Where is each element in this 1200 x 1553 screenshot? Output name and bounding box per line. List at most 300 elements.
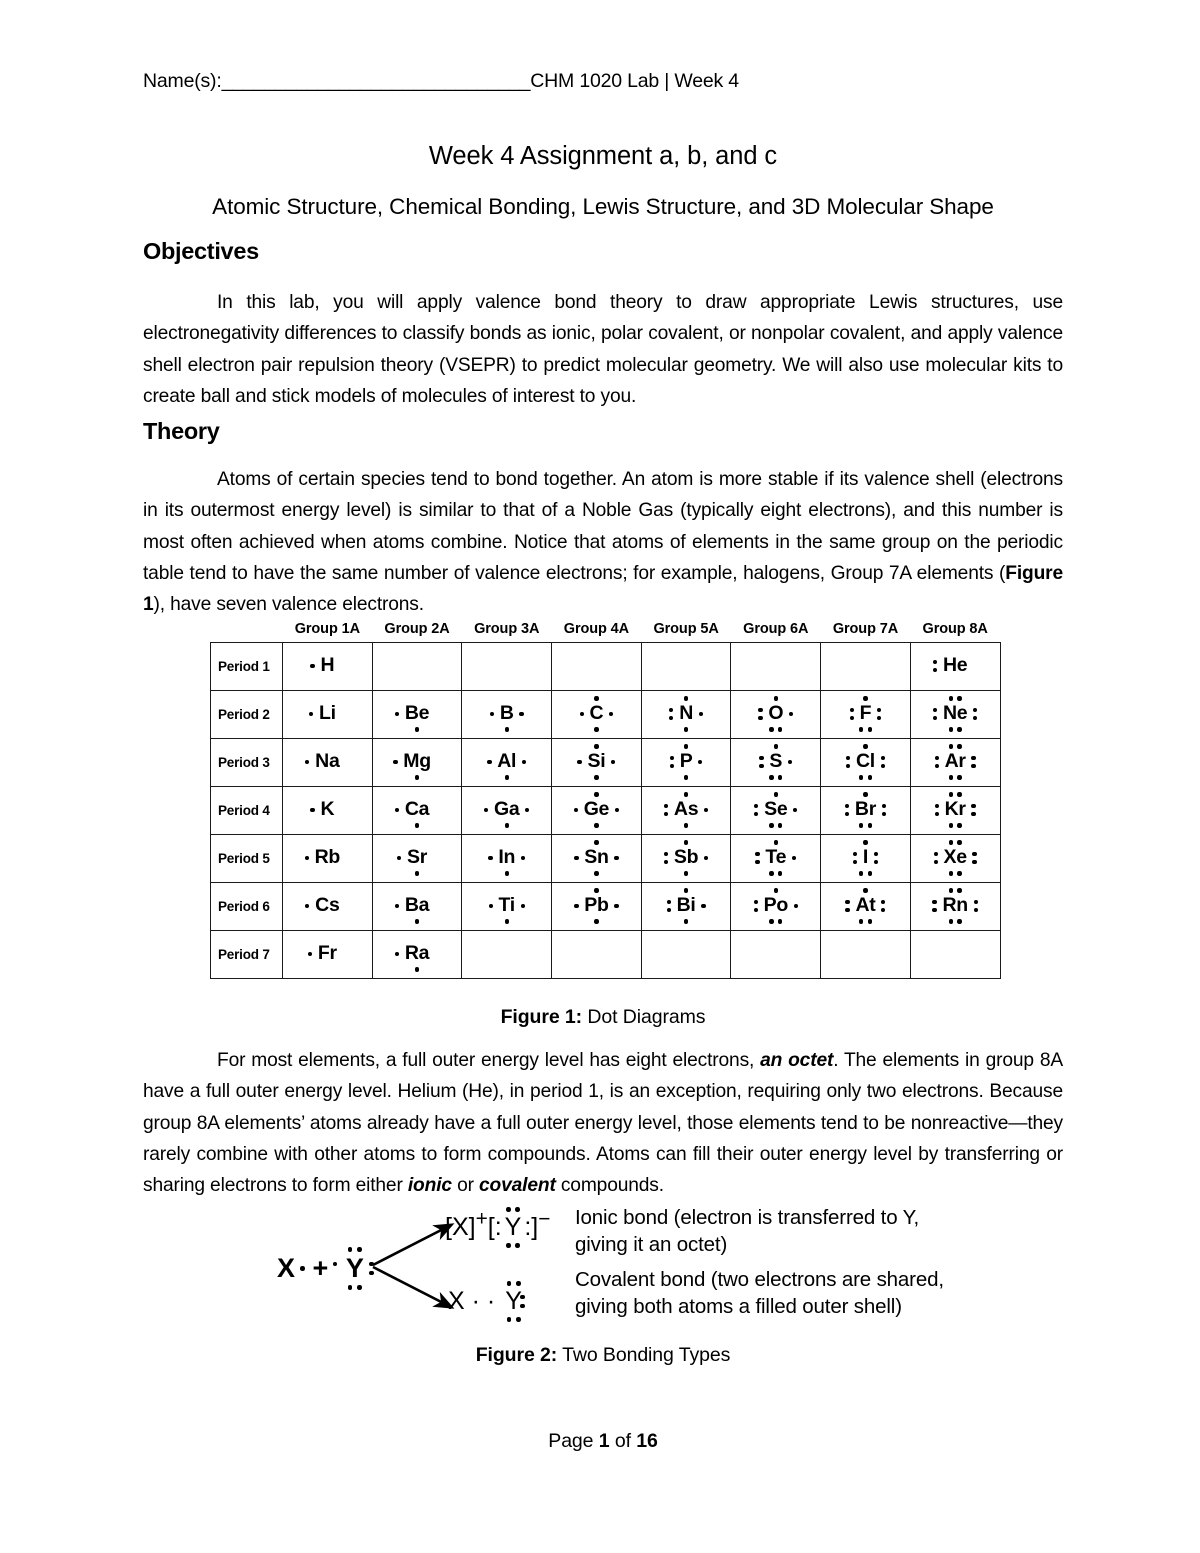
valence-electron-dot xyxy=(395,952,399,956)
valence-electron-dot xyxy=(972,860,976,864)
valence-electron-dot xyxy=(949,775,953,779)
covalent-atom-x: X xyxy=(448,1287,465,1315)
element-cell-ne xyxy=(910,690,1000,738)
valence-electron-dot xyxy=(774,792,778,796)
element-cell-at xyxy=(821,882,911,930)
group-header-4a: Group 4A xyxy=(563,620,630,637)
element-cell-ar xyxy=(910,738,1000,786)
arrow-ionic xyxy=(373,1225,451,1265)
valence-electron-dot xyxy=(488,856,492,860)
theory-text-part-1: Atoms of certain species tend to bond together. An atom is more stable if its valence shell (electrons in its outermost energy level) is similar to that of a Noble Gas (typically eight electrons), and this number is most often achieved when atoms combine. Notice that atoms of elements in the same group on the periodic table tend to have the same number of valence electrons; for example, halogens, Group 7A elements ( xyxy=(143,469,1063,584)
group-header-6a: Group 6A xyxy=(743,620,809,637)
figure2-covalent-product xyxy=(448,1281,525,1322)
periodic-dot-table xyxy=(210,620,1001,979)
figure1-reference: Figure 1 xyxy=(143,562,1063,616)
element-symbol: Bi xyxy=(676,894,696,917)
valence-electron-dot xyxy=(759,764,763,768)
octet-text-part-1: For most elements, a full outer energy level has eight electrons, xyxy=(217,1050,761,1071)
objectives-heading: Objectives xyxy=(143,238,259,264)
valence-electron-dot xyxy=(395,904,399,908)
valence-electron-dot xyxy=(933,708,937,712)
valence-electron-dot xyxy=(667,908,671,912)
lewis-dot-atom xyxy=(844,887,886,925)
valence-electron-dot xyxy=(788,760,792,764)
valence-electron-dot xyxy=(505,919,509,923)
theory-paragraph xyxy=(143,464,1063,620)
valence-electron-dot xyxy=(521,904,525,908)
valence-electron-dot xyxy=(935,764,939,768)
lewis-dot-atom xyxy=(758,743,793,781)
valence-electron-dot xyxy=(609,712,613,716)
valence-electron-dot xyxy=(794,904,798,908)
figure1-caption-text: Dot Diagrams xyxy=(582,1006,706,1028)
valence-electron-dot xyxy=(769,775,773,779)
valence-electron-dot xyxy=(684,823,688,827)
element-symbol: Rb xyxy=(314,846,341,869)
valence-electron-dot xyxy=(415,919,419,923)
footer-middle: of xyxy=(609,1430,637,1452)
valence-electron-dot xyxy=(863,840,867,844)
element-cell-na xyxy=(283,738,373,786)
element-symbol: He xyxy=(942,654,968,677)
valence-electron-dot xyxy=(971,804,975,808)
valence-electron-dot xyxy=(863,744,867,748)
valence-electron-dot xyxy=(754,812,758,816)
valence-electron-dot xyxy=(701,904,705,908)
valence-electron-dot xyxy=(846,756,850,760)
octet-emphasis: an octet xyxy=(760,1050,834,1071)
element-symbol: N xyxy=(679,702,693,725)
lewis-dot-atom xyxy=(757,695,794,733)
figure2-artwork xyxy=(255,1195,575,1335)
valence-electron-dot xyxy=(949,792,953,796)
valence-electron-dot xyxy=(594,888,598,892)
objectives-paragraph: In this lab, you will apply valence bond theory to draw appropriate Lewis structures, use electronegativity differences to classify bonds as ionic, polar covalent, or nonpolar covalent, and apply valence shell electron pair repulsion theory (VSEPR) to predict molecular geometry. We will also use molecular kits to create ball and stick models of molecules of interest to you. xyxy=(143,292,1063,407)
element-symbol: Rn xyxy=(942,894,968,917)
ionic-emphasis: ionic xyxy=(407,1175,452,1197)
element-cell-te xyxy=(731,834,821,882)
valence-electron-dot xyxy=(882,804,886,808)
ionic-anion-charge: − xyxy=(538,1207,551,1231)
valence-electron-dot xyxy=(957,792,961,796)
element-cell-empty xyxy=(552,642,642,690)
dot xyxy=(506,1243,511,1248)
valence-electron-dot xyxy=(769,727,773,731)
element-cell-h xyxy=(283,642,373,690)
lewis-dot-atom xyxy=(394,935,440,973)
valence-electron-dot xyxy=(670,756,674,760)
valence-electron-dot xyxy=(853,860,857,864)
lewis-dot-atom xyxy=(483,791,530,829)
element-cell-empty xyxy=(731,642,821,690)
lewis-dot-atom xyxy=(931,887,978,925)
valence-electron-dot xyxy=(877,708,881,712)
valence-electron-dot xyxy=(574,808,578,812)
valence-electron-dot xyxy=(949,840,953,844)
lewis-dot-atom xyxy=(304,887,350,925)
valence-electron-dot xyxy=(759,756,763,760)
valence-electron-dot xyxy=(974,900,978,904)
valence-electron-dot xyxy=(774,840,778,844)
element-cell-kr xyxy=(910,786,1000,834)
element-symbol: Ra xyxy=(404,942,430,965)
valence-electron-dot xyxy=(935,756,939,760)
group-header-1a: Group 1A xyxy=(294,620,360,637)
element-symbol: Cl xyxy=(856,750,875,773)
table-row xyxy=(211,690,1001,738)
figure1-dot-diagram-table xyxy=(210,620,1000,979)
valence-electron-dot xyxy=(594,727,598,731)
valence-electron-dot xyxy=(684,696,688,700)
element-symbol: Ba xyxy=(404,894,430,917)
atom-y-anion: Y xyxy=(502,1207,525,1248)
element-cell-empty xyxy=(462,930,552,978)
lewis-dot-atom xyxy=(576,743,616,781)
valence-electron-dot xyxy=(522,760,526,764)
valence-electron-dot xyxy=(933,716,937,720)
valence-electron-dot xyxy=(699,712,703,716)
group-header-row xyxy=(211,620,1001,642)
valence-electron-dot xyxy=(754,908,758,912)
valence-electron-dot xyxy=(774,744,778,748)
valence-electron-dot xyxy=(957,823,961,827)
element-cell-ti xyxy=(462,882,552,930)
figure2-bonding-diagram xyxy=(255,1195,955,1335)
atom-x-reactant: X xyxy=(267,1247,305,1290)
valence-electron-dot xyxy=(489,904,493,908)
valence-electron-dot xyxy=(881,756,885,760)
valence-electron-dot xyxy=(973,708,977,712)
valence-electron-dot xyxy=(308,952,312,956)
element-symbol: Al xyxy=(497,750,517,773)
valence-electron-dot xyxy=(792,856,796,860)
element-cell-c xyxy=(552,690,642,738)
valence-electron-dot xyxy=(957,840,961,844)
lewis-dot-atom xyxy=(309,647,345,685)
ionic-anion-open: [: xyxy=(487,1213,502,1241)
element-symbol: H xyxy=(320,654,335,677)
valence-electron-dot xyxy=(758,716,762,720)
valence-electron-dot xyxy=(704,808,708,812)
octet-text-part-4: compounds. xyxy=(555,1175,664,1197)
table-row xyxy=(211,738,1001,786)
element-symbol: Se xyxy=(764,798,788,821)
figure2-caption-text: Two Bonding Types xyxy=(557,1344,731,1366)
lewis-dot-atom xyxy=(934,791,977,829)
lewis-dot-atom xyxy=(573,791,620,829)
arrow-covalent xyxy=(373,1267,451,1307)
period-label-cell: Period 4 xyxy=(211,786,283,834)
footer-page-number: 1 xyxy=(598,1430,610,1452)
period-label-cell: Period 1 xyxy=(211,642,283,690)
element-symbol: Ar xyxy=(944,750,966,773)
valence-electron-dot xyxy=(868,775,872,779)
lewis-dot-atom xyxy=(668,695,704,733)
valence-electron-dot xyxy=(957,919,961,923)
valence-electron-dot xyxy=(393,760,397,764)
valence-electron-dot xyxy=(415,775,419,779)
element-symbol: Ga xyxy=(494,798,520,821)
lewis-dot-atom xyxy=(754,839,797,877)
lewis-dot-atom xyxy=(844,791,887,829)
element-symbol: Br xyxy=(854,798,876,821)
valence-electron-dot xyxy=(594,871,598,875)
valence-electron-dot xyxy=(859,775,863,779)
dot xyxy=(515,1207,520,1212)
name-label: Name(s): xyxy=(143,70,222,92)
lewis-dot-atom xyxy=(669,743,704,781)
valence-electron-dot xyxy=(949,727,953,731)
element-cell-f xyxy=(821,690,911,738)
page-footer xyxy=(143,1430,1063,1453)
element-cell-po xyxy=(731,882,821,930)
element-cell-empty xyxy=(910,930,1000,978)
element-cell-empty xyxy=(821,930,911,978)
valence-electron-dot xyxy=(863,888,867,892)
valence-electron-dot xyxy=(615,808,619,812)
valence-electron-dot xyxy=(614,904,618,908)
element-cell-mg xyxy=(372,738,462,786)
valence-electron-dot xyxy=(397,856,401,860)
element-symbol: Ne xyxy=(942,702,968,725)
corner-spacer xyxy=(211,620,283,642)
element-cell-i xyxy=(821,834,911,882)
element-cell-as xyxy=(641,786,731,834)
element-symbol: Si xyxy=(587,750,606,773)
valence-electron-dot xyxy=(881,764,885,768)
valence-electron-dot xyxy=(863,696,867,700)
figure2-caption-lead: Figure 2: xyxy=(475,1344,558,1366)
valence-electron-dot xyxy=(305,856,309,860)
valence-electron-dot xyxy=(505,727,509,731)
valence-electron-dot xyxy=(845,812,849,816)
dot xyxy=(507,1281,512,1286)
element-symbol: Be xyxy=(404,702,430,725)
period-label-cell: Period 5 xyxy=(211,834,283,882)
valence-electron-dot xyxy=(577,760,581,764)
valence-electron-dot xyxy=(845,908,849,912)
period-label-cell: Period 2 xyxy=(211,690,283,738)
valence-electron-dot xyxy=(859,727,863,731)
element-symbol: Li xyxy=(318,702,336,725)
valence-electron-dot xyxy=(934,860,938,864)
lewis-dot-atom xyxy=(489,695,525,733)
valence-electron-dot xyxy=(684,792,688,796)
valence-electron-dot xyxy=(755,852,759,856)
dot xyxy=(516,1281,521,1286)
page-title: Week 4 Assignment a, b, and c xyxy=(428,142,778,170)
valence-electron-dot xyxy=(789,712,793,716)
element-symbol: Pb xyxy=(584,894,609,917)
valence-electron-dot xyxy=(881,900,885,904)
element-symbol: F xyxy=(859,702,872,725)
element-cell-ca xyxy=(372,786,462,834)
lewis-dot-atom xyxy=(849,695,883,733)
figure2-ionic-product xyxy=(445,1207,550,1248)
group-header-3a: Group 3A xyxy=(474,620,540,637)
name-blank-line: _____________________________ xyxy=(221,70,531,92)
lewis-dot-atom xyxy=(394,695,440,733)
dot xyxy=(515,1243,520,1248)
valence-electron-dot xyxy=(774,888,778,892)
element-symbol: S xyxy=(769,750,783,773)
theory-text-part-2: ), have seven valence electrons. xyxy=(153,594,424,616)
valence-electron-dot xyxy=(594,919,598,923)
valence-electron-dot xyxy=(684,727,688,731)
lewis-dot-atom xyxy=(932,647,978,685)
element-cell-empty xyxy=(731,930,821,978)
valence-electron-dot xyxy=(309,712,313,716)
valence-electron-dot xyxy=(611,760,615,764)
element-cell-he xyxy=(910,642,1000,690)
element-cell-b xyxy=(462,690,552,738)
lewis-dot-atom xyxy=(663,791,709,829)
valence-electron-dot xyxy=(580,712,584,716)
figure1-caption-lead: Figure 1: xyxy=(500,1006,583,1028)
atom-y-covalent: Y xyxy=(502,1281,525,1322)
lewis-dot-atom xyxy=(488,887,526,925)
figure2-caption xyxy=(143,1344,1063,1367)
valence-electron-dot xyxy=(415,967,419,971)
element-symbol: Ge xyxy=(583,798,610,821)
element-symbol: Ti xyxy=(498,894,515,917)
valence-electron-dot xyxy=(971,764,975,768)
valence-electron-dot xyxy=(868,919,872,923)
valence-electron-dot xyxy=(684,840,688,844)
lewis-dot-atom xyxy=(932,695,978,733)
covalent-emphasis: covalent xyxy=(479,1175,556,1197)
valence-electron-dot xyxy=(698,760,702,764)
element-symbol: Xe xyxy=(943,846,967,869)
element-symbol: O xyxy=(768,702,784,725)
octet-text-part-2: . The elements in group 8A have a full outer energy level. Helium (He), in period 1, is an exception, requiring only two electrons. Because group 8A elements’ atoms already have a full outer energy level, those elements tend to be nonreactive—they rarely combine with other atoms to form compounds. Atoms can fill their outer energy level by transferring or sharing electrons to form either xyxy=(143,1050,1063,1197)
valence-electron-dot xyxy=(932,900,936,904)
valence-electron-dot xyxy=(769,871,773,875)
page-subtitle: Atomic Structure, Chemical Bonding, Lewis Structure, and 3D Molecular Shape xyxy=(212,194,994,219)
valence-electron-dot xyxy=(525,808,529,812)
lewis-dot-atom xyxy=(486,743,527,781)
element-symbol: Sr xyxy=(407,846,428,869)
valence-electron-dot xyxy=(669,708,673,712)
valence-electron-dot xyxy=(395,712,399,716)
valence-electron-dot xyxy=(594,744,598,748)
element-cell-ba xyxy=(372,882,462,930)
valence-electron-dot xyxy=(574,856,578,860)
element-cell-empty xyxy=(552,930,642,978)
valence-electron-dot xyxy=(881,908,885,912)
valence-electron-dot xyxy=(863,792,867,796)
valence-electron-dot xyxy=(974,908,978,912)
element-cell-xe xyxy=(910,834,1000,882)
element-cell-se xyxy=(731,786,821,834)
element-cell-br xyxy=(821,786,911,834)
lewis-dot-atom xyxy=(663,839,709,877)
element-cell-fr xyxy=(283,930,373,978)
document-header xyxy=(143,70,739,93)
element-symbol: Sn xyxy=(584,846,609,869)
valence-electron-dot xyxy=(758,708,762,712)
table-row xyxy=(211,786,1001,834)
valence-electron-dot xyxy=(957,888,961,892)
lewis-dot-atom xyxy=(666,887,707,925)
lewis-dot-atom xyxy=(308,695,347,733)
element-symbol: P xyxy=(679,750,693,773)
valence-electron-dot xyxy=(859,823,863,827)
table-row xyxy=(211,642,1001,690)
period-label-cell: Period 7 xyxy=(211,930,283,978)
valence-electron-dot xyxy=(972,852,976,856)
valence-electron-dot xyxy=(755,860,759,864)
course-label: CHM 1020 Lab | Week 4 xyxy=(530,70,739,92)
table-row xyxy=(211,930,1001,978)
valence-electron-dot xyxy=(868,871,872,875)
valence-electron-dot xyxy=(778,871,782,875)
valence-electron-dot xyxy=(957,744,961,748)
element-cell-al xyxy=(462,738,552,786)
valence-electron-dot xyxy=(684,919,688,923)
element-cell-ge xyxy=(552,786,642,834)
lewis-dot-atom xyxy=(396,839,438,877)
lewis-dot-atom xyxy=(573,887,619,925)
group-header-7a: Group 7A xyxy=(832,620,899,637)
valence-electron-dot xyxy=(415,727,419,731)
element-symbol: As xyxy=(673,798,699,821)
lewis-dot-atom xyxy=(392,743,442,781)
element-cell-cl xyxy=(821,738,911,786)
ionic-anion-close: :] xyxy=(524,1213,539,1241)
valence-electron-dot xyxy=(310,664,314,668)
element-cell-be xyxy=(372,690,462,738)
valence-electron-dot xyxy=(490,712,494,716)
element-cell-li xyxy=(283,690,373,738)
valence-electron-dot xyxy=(935,812,939,816)
lewis-dot-atom xyxy=(309,791,345,829)
element-cell-s xyxy=(731,738,821,786)
atom-y-reactant: Y xyxy=(336,1247,374,1290)
valence-electron-dot xyxy=(845,900,849,904)
valence-electron-dot xyxy=(310,808,314,812)
lewis-dot-atom xyxy=(579,695,615,733)
element-cell-empty xyxy=(462,642,552,690)
dot xyxy=(506,1207,511,1212)
valence-electron-dot xyxy=(774,696,778,700)
covalent-bond-label: Covalent bond (two electrons are shared, giving both atoms a filled outer shell) xyxy=(575,1268,944,1318)
valence-electron-dot xyxy=(949,696,953,700)
valence-electron-dot xyxy=(574,904,578,908)
valence-electron-dot xyxy=(594,775,598,779)
valence-electron-dot xyxy=(874,860,878,864)
valence-electron-dot xyxy=(594,792,598,796)
element-cell-si xyxy=(552,738,642,786)
table-row xyxy=(211,882,1001,930)
element-symbol: Fr xyxy=(317,942,337,965)
element-cell-in xyxy=(462,834,552,882)
valence-electron-dot xyxy=(778,823,782,827)
lewis-dot-atom xyxy=(487,839,526,877)
valence-electron-dot xyxy=(877,716,881,720)
element-cell-sn xyxy=(552,834,642,882)
valence-electron-dot xyxy=(853,852,857,856)
lewis-dot-atom xyxy=(304,743,350,781)
valence-electron-dot xyxy=(933,668,937,672)
periodic-dot-table-body xyxy=(211,642,1001,978)
ionic-bond-label: Ionic bond (electron is transferred to Y, giving it an octet) xyxy=(575,1206,920,1256)
valence-electron-dot xyxy=(874,852,878,856)
group-header-5a: Group 5A xyxy=(653,620,719,637)
valence-electron-dot xyxy=(667,900,671,904)
valence-electron-dot xyxy=(957,871,961,875)
valence-electron-dot xyxy=(957,727,961,731)
